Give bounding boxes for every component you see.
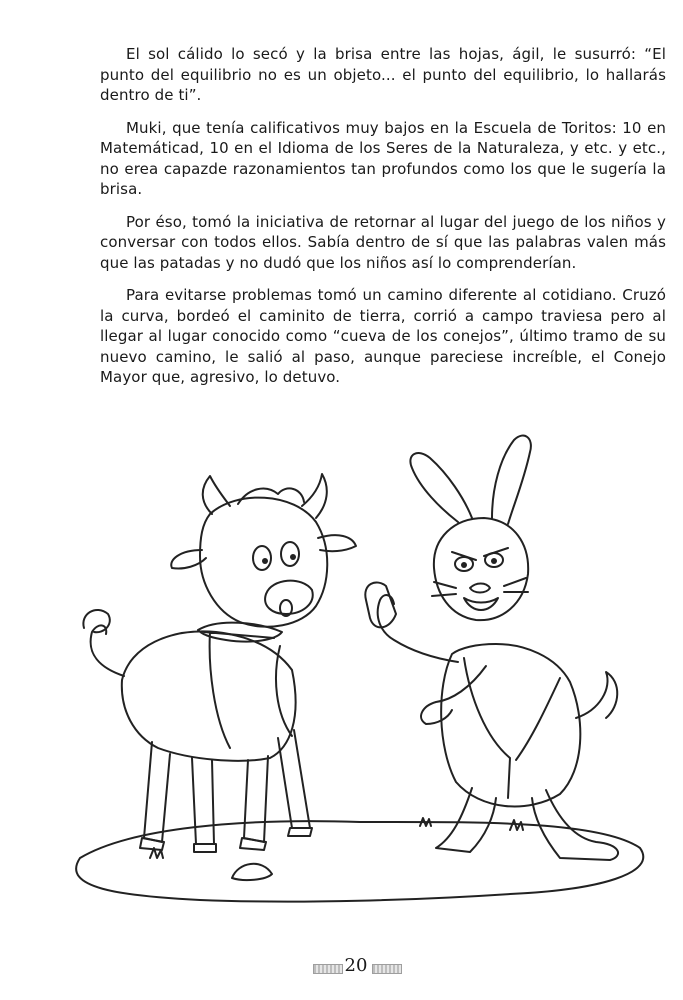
page-footer xyxy=(0,952,683,982)
rabbit-head xyxy=(434,518,528,620)
bull-hair xyxy=(238,488,304,504)
rabbit-arm-lower xyxy=(421,666,486,724)
bull-vest xyxy=(204,632,292,748)
story-paragraph-2: Muki, que tenía calificativos muy bajos en la Escuela de Toritos: 10 en Matemáticad, 10 en el Idioma de los Seres de la Naturaleza, y etc. y etc., no erea capazde razonamientos tan profundos como los que le sugería la brisa. xyxy=(100,118,666,198)
story-paragraph-3: Por éso, tomó la iniciativa de retornar al lugar del juego de los niños y conversar con todos ellos. Sabía dentro de sí que las palabras valen más que las patadas y no dudó que los niños así lo comprenderían. xyxy=(100,212,666,272)
story-paragraph-1: El sol cálido lo secó y la brisa entre las hojas, ágil, le susurró: “El punto del equilibrio no es un objeto... el punto del equilibrio, lo hallarás dentro de ti”. xyxy=(100,45,666,104)
footer-ornament-right xyxy=(372,964,402,974)
bull-eye-right xyxy=(281,542,299,566)
bull-legs xyxy=(144,730,310,844)
story-paragraph-4: Para evitarse problemas tomó un camino diferente al cotidiano. Cruzó la curva, bordeó el caminito de tierra, corrió a campo traviesa pero al llegar al lugar conocido como “cueva de los conejos”, último tramo de su nuevo camino, le salió al paso, aunque pareciese increíble, el Conejo Mayor que, agresivo, lo detuvo. xyxy=(100,286,666,386)
ground-rock xyxy=(232,864,272,880)
bull-eye-left xyxy=(253,546,271,570)
story-text xyxy=(100,44,666,400)
rabbit-tail xyxy=(576,672,617,718)
rabbit-hand-raised xyxy=(365,582,396,627)
bull-snout xyxy=(265,581,313,614)
bull-and-rabbit-drawing xyxy=(40,418,666,948)
bull-tail-tuft xyxy=(83,610,109,632)
rabbit-arm-raised xyxy=(378,595,458,662)
rabbit-ear-right xyxy=(492,436,531,524)
coloring-illustration xyxy=(40,418,666,948)
rabbit-body xyxy=(441,644,580,807)
rabbit-vest xyxy=(464,658,560,798)
rabbit-ear-left xyxy=(410,453,472,522)
footer-ornament-left xyxy=(313,964,343,974)
ground-patch xyxy=(76,821,643,901)
rabbit-mouth xyxy=(464,598,498,610)
page-number: 20 xyxy=(344,955,368,976)
rabbit-nose xyxy=(470,584,490,593)
